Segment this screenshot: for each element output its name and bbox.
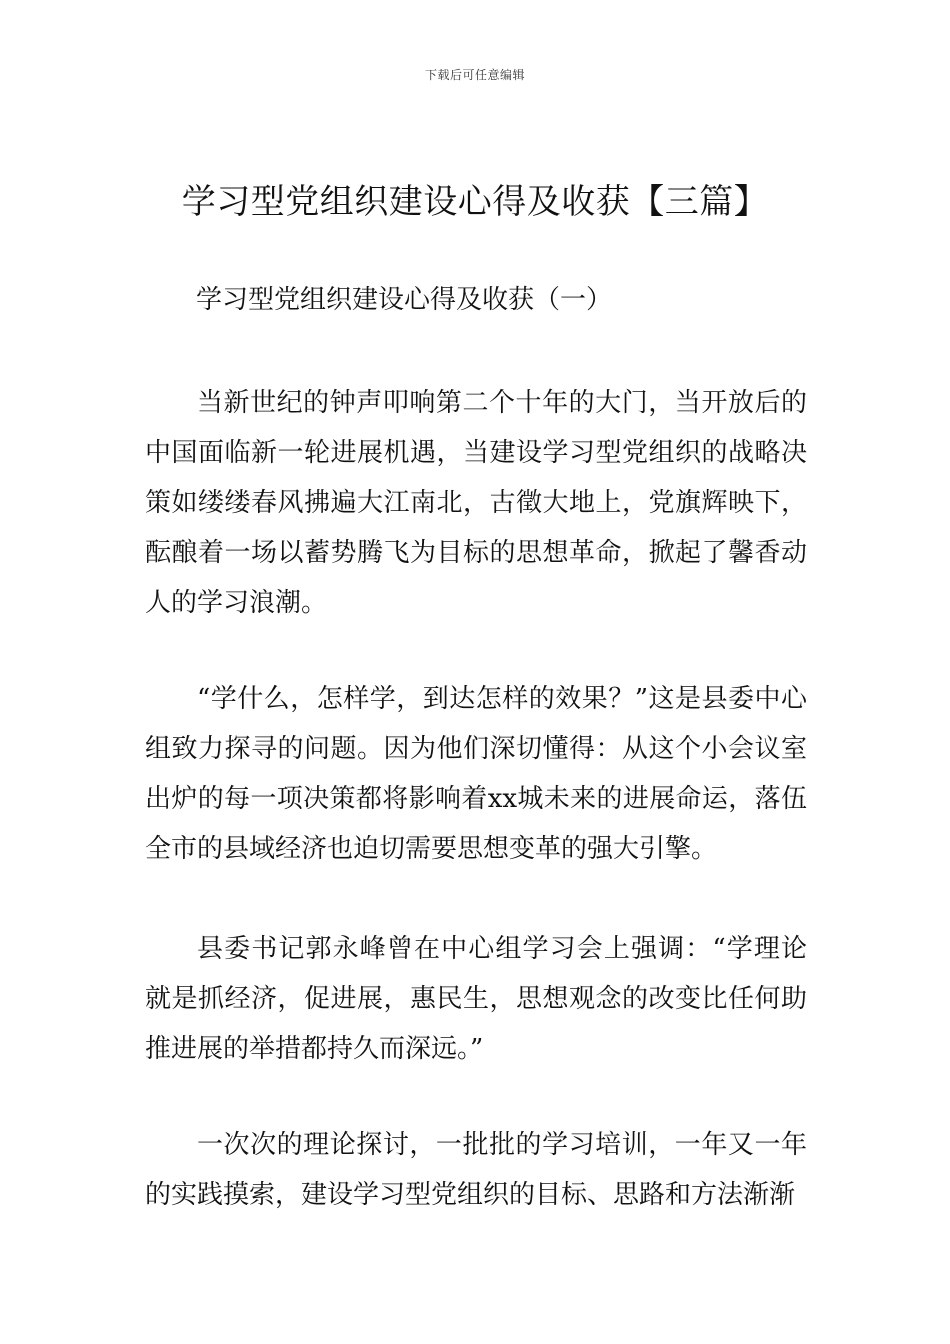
paragraph-text: 县委书记郭永峰曾在中心组学习会上强调：“学理论就是抓经济，促进展，惠民生，思想观念的改变比任何助推进展的举措都持久而深远。”	[145, 934, 807, 1064]
section-heading: 学习型党组织建设心得及收获（一）	[196, 285, 613, 315]
paragraph-text: 当新世纪的钟声叩响第二个十年的大门，当开放后的中国面临新一轮进展机遇，当建设学习型党组织的战略决策如缕缕春风拂遍大江南北，古徵大地上，党旗辉映下，酝酿着一场以蓄势腾飞为目标的思想革命，掀起了馨香动人的学习浪潮。	[145, 388, 807, 618]
paragraph-3	[145, 924, 807, 1074]
document-title: 学习型党组织建设心得及收获【三篇】	[181, 182, 769, 222]
paragraph-text: 一次次的理论探讨，一批批的学习培训，一年又一年的实践摸索，建设学习型党组织的目标、思路和方法渐渐	[145, 1130, 807, 1210]
paragraph-2	[145, 674, 807, 874]
paragraph-text: “学什么，怎样学，到达怎样的效果？”这是县委中心组致力探寻的问题。因为他们深切懂得：从这个小会议室出炉的每一项决策都将影响着xx城未来的进展命运，落伍全市的县域经济也迫切需要思想变革的强大引擎。	[145, 684, 807, 864]
paragraph-4	[145, 1120, 807, 1220]
header-note: 下载后可任意编辑	[424, 68, 525, 82]
paragraph-1	[145, 378, 807, 628]
